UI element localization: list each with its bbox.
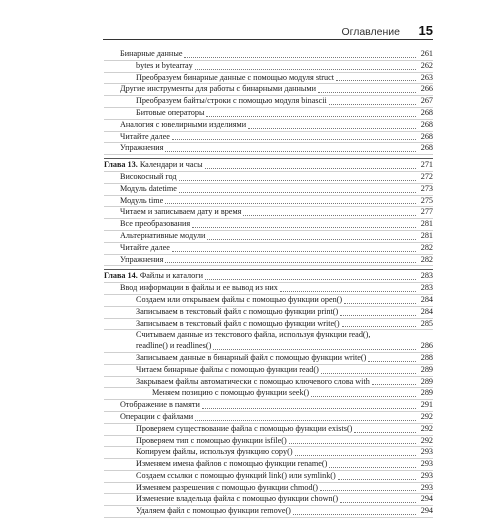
dot-leader: [195, 420, 416, 421]
dot-leader: [207, 239, 416, 240]
toc-entry-title: Создаем ссылки с помощью функций link() или symlink(): [136, 470, 336, 480]
toc-entry-page: 289: [420, 376, 433, 386]
toc-entry-title: Упражнения: [120, 143, 164, 153]
toc-entry: [104, 49, 433, 61]
toc-entry-title: Другие инструменты для работы с бинарными данными: [120, 84, 316, 94]
dot-leader: [165, 151, 416, 152]
toc-entry-page: 284: [420, 306, 433, 316]
toc-entry-title: Ввод информации в файлы и ее вывод из них: [120, 283, 278, 293]
toc-entry-title: Копируем файлы, используя функцию copy(): [136, 447, 293, 457]
toc-entry-page: 268: [420, 119, 433, 129]
toc-entry: [104, 506, 433, 518]
toc-entry-page: 283: [420, 283, 433, 293]
toc-entry-title: Записываем в текстовый файл с помощью функции print(): [136, 306, 339, 316]
chapter-label: Глава 13.: [104, 160, 138, 170]
toc-entry: [104, 231, 433, 243]
toc-entry-page: 263: [420, 72, 433, 82]
toc-entry-title: Преобразуем бинарные данные с помощью модуля struct: [136, 72, 335, 82]
toc-entry-title: Бинарные данные: [120, 49, 183, 58]
toc-entry-title: Операции с файлами: [120, 411, 194, 421]
toc-entry-page: 293: [420, 470, 433, 480]
dot-leader: [372, 384, 416, 385]
dot-leader: [248, 128, 416, 129]
toc-entry-title: Создаем или открываем файлы с помощью функции open(): [136, 294, 343, 304]
toc-entry: [104, 295, 433, 307]
toc-entry: [104, 424, 433, 436]
toc-entry-title: Записываем данные в бинарный файл с помощью функции write(): [136, 352, 367, 362]
toc-entry-page: 293: [420, 482, 433, 492]
toc-entry-title: Преобразуем байты/строки с помощью модуля binascii: [136, 96, 327, 106]
toc-entry: [104, 283, 433, 295]
toc-entry-title: Модуль datetime: [120, 183, 177, 193]
toc-entry-page: 293: [420, 447, 433, 457]
toc-entry: [104, 243, 433, 255]
toc-entry-title: Високосный год: [120, 171, 177, 181]
toc-entry-page: 283: [420, 271, 433, 281]
toc-entry-title: Записываем в текстовый файл с помощью функции write(): [136, 318, 340, 328]
toc-entry-page: 272: [420, 171, 433, 181]
dot-leader: [340, 315, 416, 316]
toc-entry-title: Альтернативные модули: [120, 230, 206, 240]
toc-entry-title: Проверяем существование файла с помощью функции exists(): [136, 423, 353, 433]
toc-entry-page: 281: [420, 219, 433, 229]
dot-leader: [321, 373, 416, 374]
toc-entry: [104, 207, 433, 219]
dot-leader: [289, 443, 416, 444]
dot-leader: [165, 262, 416, 263]
toc-entry: [104, 73, 433, 85]
toc-entry-title: Изменяем имена файлов с помощью функции rename(): [136, 459, 328, 469]
toc-entry: [104, 307, 433, 319]
dot-leader: [354, 432, 416, 433]
toc-entry: [104, 120, 433, 132]
running-head-section: Оглавление: [341, 26, 400, 38]
toc-entry-page: 288: [420, 352, 433, 362]
toc-chapter-entry: [104, 158, 433, 172]
table-of-contents: [104, 49, 433, 518]
dot-leader: [311, 396, 416, 397]
toc-entry: [104, 61, 433, 73]
toc-entry-title: Читайте далее: [120, 242, 170, 252]
toc-entry-page: 267: [420, 96, 433, 106]
toc-entry: [104, 483, 433, 495]
toc-entry: [104, 255, 433, 267]
toc-entry-title: Удаляем файл с помощью функции remove(): [136, 506, 291, 516]
dot-leader: [206, 116, 416, 117]
header-rule: [103, 39, 433, 40]
toc-entry-page: 268: [420, 131, 433, 141]
toc-entry: [104, 172, 433, 184]
toc-entry-page: 293: [420, 459, 433, 469]
chapter-label: Глава 14.: [104, 271, 138, 281]
dot-leader: [184, 57, 416, 58]
toc-entry-page: 282: [420, 254, 433, 264]
toc-entry-page: 289: [420, 364, 433, 374]
toc-entry: [104, 319, 433, 331]
dot-leader: [338, 479, 416, 480]
toc-entry: [104, 412, 433, 424]
toc-entry-title: Аналогия с ювелирными изделиями: [120, 119, 247, 129]
toc-entry-page: 277: [420, 207, 433, 217]
toc-entry-page: 275: [420, 195, 433, 205]
toc-entry-title: Считываем данные из текстового файла, используя функции read(),: [136, 330, 371, 340]
toc-entry-title: Изменяем разрешения с помощью функции chmod(): [136, 482, 319, 492]
dot-leader: [179, 180, 416, 181]
toc-entry-page: 268: [420, 143, 433, 153]
toc-entry-title: Битовые операторы: [136, 107, 205, 117]
toc-entry-title: Изменение владельца файла с помощью функции chown(): [136, 494, 339, 504]
dot-leader: [243, 215, 416, 216]
toc-entry: [104, 365, 433, 377]
toc-chapter-heading: [104, 160, 203, 171]
dot-leader: [295, 455, 416, 456]
dot-leader: [293, 514, 416, 515]
toc-entry-page: 282: [420, 242, 433, 252]
dot-leader: [329, 104, 416, 105]
toc-entry: [104, 353, 433, 365]
toc-entry-page: 266: [420, 84, 433, 94]
toc-entry-page: 281: [420, 230, 433, 240]
dot-leader: [172, 251, 416, 252]
dot-leader: [336, 80, 416, 81]
dot-leader: [205, 279, 416, 280]
toc-entry-page: 291: [420, 400, 433, 410]
toc-entry-page: 286: [420, 341, 433, 351]
toc-entry: [104, 471, 433, 483]
dot-leader: [165, 203, 416, 204]
toc-entry: [104, 196, 433, 208]
toc-entry-page: 292: [420, 423, 433, 433]
toc-entry: [104, 388, 433, 400]
toc-entry-page: 273: [420, 183, 433, 193]
toc-entry-title-continued: readline() и readlines(): [136, 341, 212, 351]
toc-entry: [104, 143, 433, 155]
toc-entry: [104, 330, 433, 353]
dot-leader: [342, 326, 416, 327]
toc-entry: [104, 459, 433, 471]
chapter-title: Файлы и каталоги: [139, 271, 203, 281]
toc-entry-page: 294: [420, 506, 433, 516]
toc-entry-page: 262: [420, 60, 433, 70]
dot-leader: [192, 227, 416, 228]
toc-entry-title: Читаем и записываем дату и время: [120, 207, 242, 217]
toc-entry-page: 271: [420, 160, 433, 170]
toc-entry-page: 289: [420, 388, 433, 398]
dot-leader: [213, 349, 416, 350]
toc-entry-page: 292: [420, 435, 433, 445]
toc-entry-title: Закрываем файлы автоматически с помощью ключевого слова with: [136, 376, 370, 386]
toc-entry-page: 284: [420, 294, 433, 304]
toc-entry-title: bytes и bytearray: [136, 60, 193, 70]
toc-chapter-heading: [104, 271, 203, 282]
dot-leader: [280, 291, 416, 292]
toc-chapter-entry: [104, 269, 433, 283]
dot-leader: [368, 361, 416, 362]
toc-entry-page: 294: [420, 494, 433, 504]
toc-entry: [104, 377, 433, 389]
toc-entry-page: 285: [420, 318, 433, 328]
toc-entry: [104, 132, 433, 144]
toc-entry: [104, 447, 433, 459]
dot-leader: [344, 303, 416, 304]
toc-entry: [104, 108, 433, 120]
toc-entry-title: Отображение в памяти: [120, 400, 200, 410]
toc-entry-page: 292: [420, 411, 433, 421]
dot-leader: [205, 168, 416, 169]
toc-entry-title: Все преобразования: [120, 219, 191, 229]
toc-entry-title: Модуль time: [120, 195, 164, 205]
toc-entry: [104, 400, 433, 412]
toc-entry: [104, 494, 433, 506]
dot-leader: [340, 502, 416, 503]
toc-entry-title: Читайте далее: [120, 131, 170, 141]
toc-entry-title: Проверяем тип с помощью функции isfile(): [136, 435, 287, 445]
toc-entry: [104, 219, 433, 231]
chapter-title: Календари и часы: [139, 160, 203, 170]
dot-leader: [320, 490, 416, 491]
toc-entry-title: Меняем позицию с помощью функции seek(): [152, 388, 310, 398]
toc-entry: [104, 96, 433, 108]
toc-entry: [104, 84, 433, 96]
toc-entry-page: 261: [420, 49, 433, 58]
page-header: [0, 0, 500, 38]
dot-leader: [318, 92, 416, 93]
toc-entry: [104, 436, 433, 448]
toc-entry: [104, 184, 433, 196]
dot-leader: [329, 467, 416, 468]
running-head-page-number: 15: [418, 23, 433, 38]
dot-leader: [172, 139, 416, 140]
toc-entry-page: 268: [420, 107, 433, 117]
toc-entry-title: Читаем бинарные файлы с помощью функции read(): [136, 364, 319, 374]
dot-leader: [195, 69, 416, 70]
dot-leader: [202, 408, 416, 409]
toc-entry-title: Упражнения: [120, 254, 164, 264]
dot-leader: [179, 192, 416, 193]
